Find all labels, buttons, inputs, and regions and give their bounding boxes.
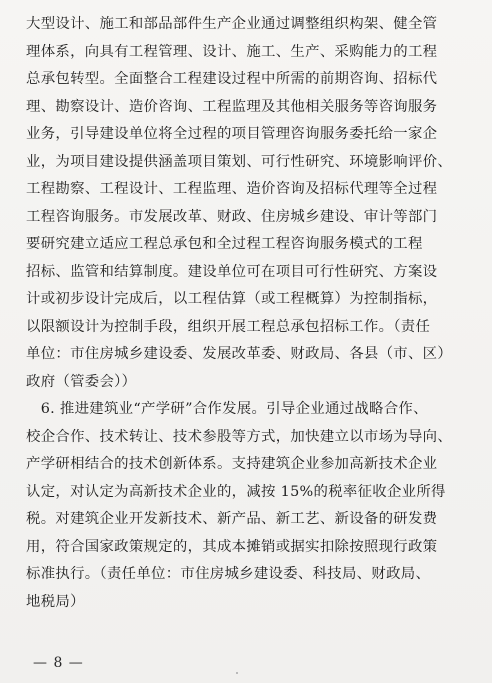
text-line: 计或初步设计完成后，以工程估算（或工程概算）为控制指标， — [26, 291, 438, 307]
text-line: 业，为项目建设提供涵盖项目策划、可行性研究、环境影响评价、 — [26, 153, 453, 170]
text-line: 大型设计、施工和部品部件生产企业通过调整组织构架、健全管 — [26, 16, 438, 32]
text-line: 工程咨询服务。市发展改革、财政、住房城乡建设、审计等部门 — [26, 208, 438, 225]
text-line: 税。对建筑企业开发新技术、新产品、新工艺、新设备的研发费 — [26, 511, 438, 527]
text-line: 产学研相结合的技术创新体系。支持建筑企业参加高新技术企业 — [26, 456, 438, 472]
text-line: 政府（管委会）） — [26, 373, 137, 390]
text-line: 以限额设计为控制手段，组织开展工程总承包招标工作。（责任 — [26, 318, 431, 335]
text-line: 用，符合国家政策规定的，其成本摊销或据实扣除按照现行政策 — [26, 538, 438, 555]
text-line: 理、勘察设计、造价咨询、工程监理及其他相关服务等咨询服务 — [26, 98, 438, 115]
text-line: 认定，对认定为高新技术企业的，减按 15%的税率征收企业所得 — [26, 483, 446, 500]
text-line: 地税局） — [26, 593, 85, 610]
section-heading-line: 6. 推进建筑业“产学研”合作发展。引导企业通过战略合作、 — [26, 401, 428, 417]
text-line: 单位：市住房城乡建设委、发展改革委、财政局、各县（市、区） — [26, 346, 453, 362]
text-line: 招标、监管和结算制度。建设单位可在项目可行性研究、方案设 — [26, 263, 438, 280]
text-line: 标准执行。（责任单位：市住房城乡建设委、科技局、财政局、 — [26, 566, 431, 582]
scan-dot — [236, 672, 238, 674]
page-number: — 8 — — [33, 655, 84, 671]
text-line: 总承包转型。全面整合工程建设过程中所需的前期咨询、招标代 — [26, 71, 438, 87]
document-body — [26, 11, 476, 616]
text-line: 工程勘察、工程设计、工程监理、造价咨询及招标代理等全过程 — [26, 181, 438, 197]
text-line: 要研究建立适应工程总承包和全过程工程咨询服务模式的工程 — [26, 236, 423, 252]
text-line: 校企合作、技术转让、技术参股等方式，加快建立以市场为导向、 — [26, 428, 453, 445]
text-line: 理体系，向具有工程管理、设计、施工、生产、采购能力的工程 — [26, 43, 438, 60]
text-line: 业务，引导建设单位将全过程的项目管理咨询服务委托给一家企 — [26, 126, 438, 142]
